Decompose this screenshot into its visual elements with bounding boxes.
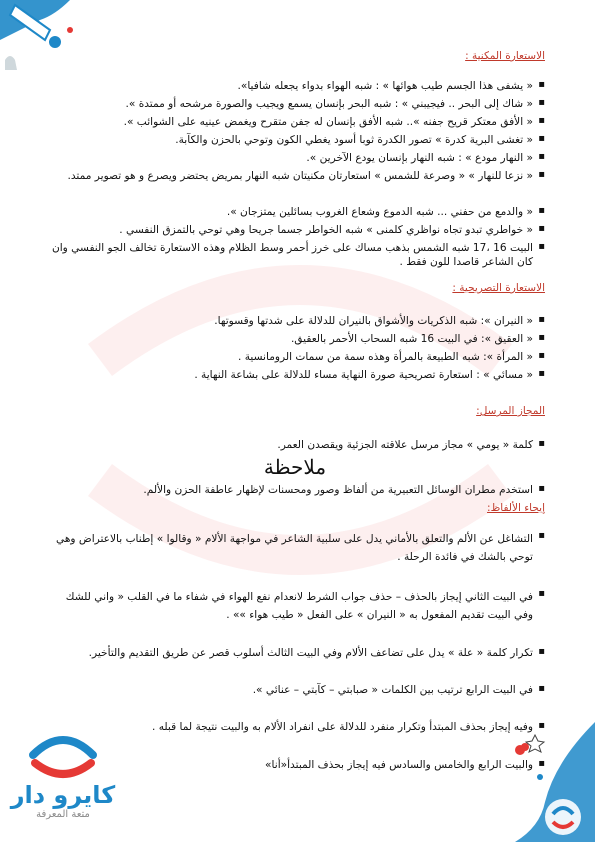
suggestion-item: في البيت الرابع ترتيب بين الكلمات « صبابتي – كآبتي – عنائي ». [252, 684, 533, 696]
bullet: ▪ [538, 368, 545, 379]
bullet: ▪ [538, 151, 545, 162]
logo-tagline: متعة المعرفة [36, 809, 90, 820]
metaphor-item: البيت 16 ،17 شبه الشمس بذهب مساك على خرز أحمر وسط الظلام وهذه الاستعارة تخالف الجو النفسي وان كان الشاعر قاصدا للون فقط . [51, 242, 533, 268]
bullet: ▪ [538, 720, 545, 731]
bullet: ▪ [538, 169, 545, 180]
metaphor-item: « نزعا للنهار » « وصرعة للشمس » استعارتان مكنيتان شبه النهار بمريض يحتضر ويصرع و هو تصوير ممتد. [67, 170, 533, 182]
bullet: ▪ [538, 223, 545, 234]
metaphor-item: « النهار مودع » : شبه النهار بإنسان يودع الآخرين ». [306, 152, 533, 164]
bullet: ▪ [538, 79, 545, 90]
metaphor-item: « والدمع من حفني ... شبه الدموع وشعاع الغروب بسائلين يمتزجان ». [226, 206, 533, 218]
bullet: ▪ [538, 314, 545, 325]
metaphor-item: « تغشى البرية كدرة » تصور الكدرة ثوبا أسود يغطي الكون وتوحي بالحزن والكآبة. [175, 134, 533, 146]
majaz-item: كلمة « يومي » مجاز مرسل علاقته الجزئية ويقصدن العمر. [277, 439, 533, 451]
bullet: ▪ [538, 588, 545, 599]
suggestion-item: وفيه إيجاز بحذف المبتدأ وتكرار منفرد للدلالة على انفراد الألام به والبيت نتيجة لما قبله . [152, 721, 533, 733]
logo [8, 725, 118, 835]
bullet: ▪ [538, 646, 545, 657]
explicit-item: « النيران »: شبه الذكريات والأشواق بالنيران للدلالة على شدتها وقسوتها. [214, 315, 533, 327]
bullet: ▪ [538, 332, 545, 343]
logo-mark-icon [23, 725, 103, 781]
bullet: ▪ [538, 205, 545, 216]
bullet: ▪ [538, 97, 545, 108]
bullet: ▪ [538, 133, 545, 144]
content-column [45, 0, 545, 842]
explicit-item: « مسائي » : استعارة تصريحية صورة النهاية مساء للدلالة على بشاعة النهاية . [194, 369, 533, 381]
suggestion-item: التشاغل عن الألم والتعلق بالأماني يدل على سلبية الشاعر في مواجهة الألام « وقالوا » إطناب بالاعتراض وهي توحي بالشك في فائدة الرحلة . [55, 533, 533, 563]
bullet: ▪ [538, 758, 545, 769]
suggestion-heading: إيحاء الألفاظ: [487, 502, 545, 514]
note-text: استخدم مطران الوسائل التعبيرية من ألفاظ وصور ومحسنات لإظهار عاطفة الحزن والألم. [143, 484, 533, 496]
explicit-item: « العقيق »: في البيت 16 شبه السحاب الأحمر بالعقيق. [290, 333, 533, 345]
explicit-heading: الاستعارة التصريحية : [452, 282, 545, 294]
bullet: ▪ [538, 241, 545, 252]
bullet: ▪ [538, 483, 545, 494]
suggestion-item: والبيت الرابع والخامس والسادس فيه إيجاز بحذف المبتدأ«أنا» [265, 759, 533, 771]
bullet: ▪ [538, 350, 545, 361]
metaphor-item: « خواطري تبدو تجاه نواظري كلمنى » شبه الخواطر جسما جريحا وهي توحي بالتمزق النفسي . [119, 224, 533, 236]
bullet: ▪ [538, 683, 545, 694]
bullet: ▪ [538, 530, 545, 541]
bullet: ▪ [538, 438, 545, 449]
logo-name: كايرو دار [10, 781, 116, 809]
suggestion-item: تكرار كلمة « علة » يدل على تضاعف الألام وفي البيت الثالث أسلوب قصر عن طريق التقديم والتأخير. [88, 647, 533, 659]
bullet: ▪ [538, 115, 545, 126]
metaphor-item: « يشفى هذا الجسم طيب هوائها » : شبه الهواء بدواء يجعله شافيا». [237, 80, 533, 92]
metaphor-item: « الأفق معتكر قريح جفنه ».. شبه الأفق بإنسان له جفن متقرح ويغمض عينيه على الشوائب ». [123, 116, 533, 128]
metaphor-item: « شاك إلى البحر .. فيجيبني » : شبه البحر بإنسان يسمع ويجيب والصورة مرشحه أو ممتدة ». [125, 98, 533, 110]
sparkle-decoration [500, 725, 560, 765]
majaz-heading: المجاز المرسل: [476, 405, 545, 417]
note-label: ملاحظة [263, 455, 327, 479]
suggestion-item: في البيت الثاني إيجاز بالحذف – حذف جواب الشرط لانعدام نفع الهواء في شفاء ما في القلب « واني للشك وفي البيت تقديم المفعول به « النيران » على الفعل « طيب هواء »» . [65, 591, 533, 621]
explicit-item: « المرأة »: شبه الطبيعة بالمرأة وهذه سمة من سمات الرومانسية . [238, 351, 533, 363]
metaphor-heading: الاستعارة المكنية : [465, 50, 545, 62]
